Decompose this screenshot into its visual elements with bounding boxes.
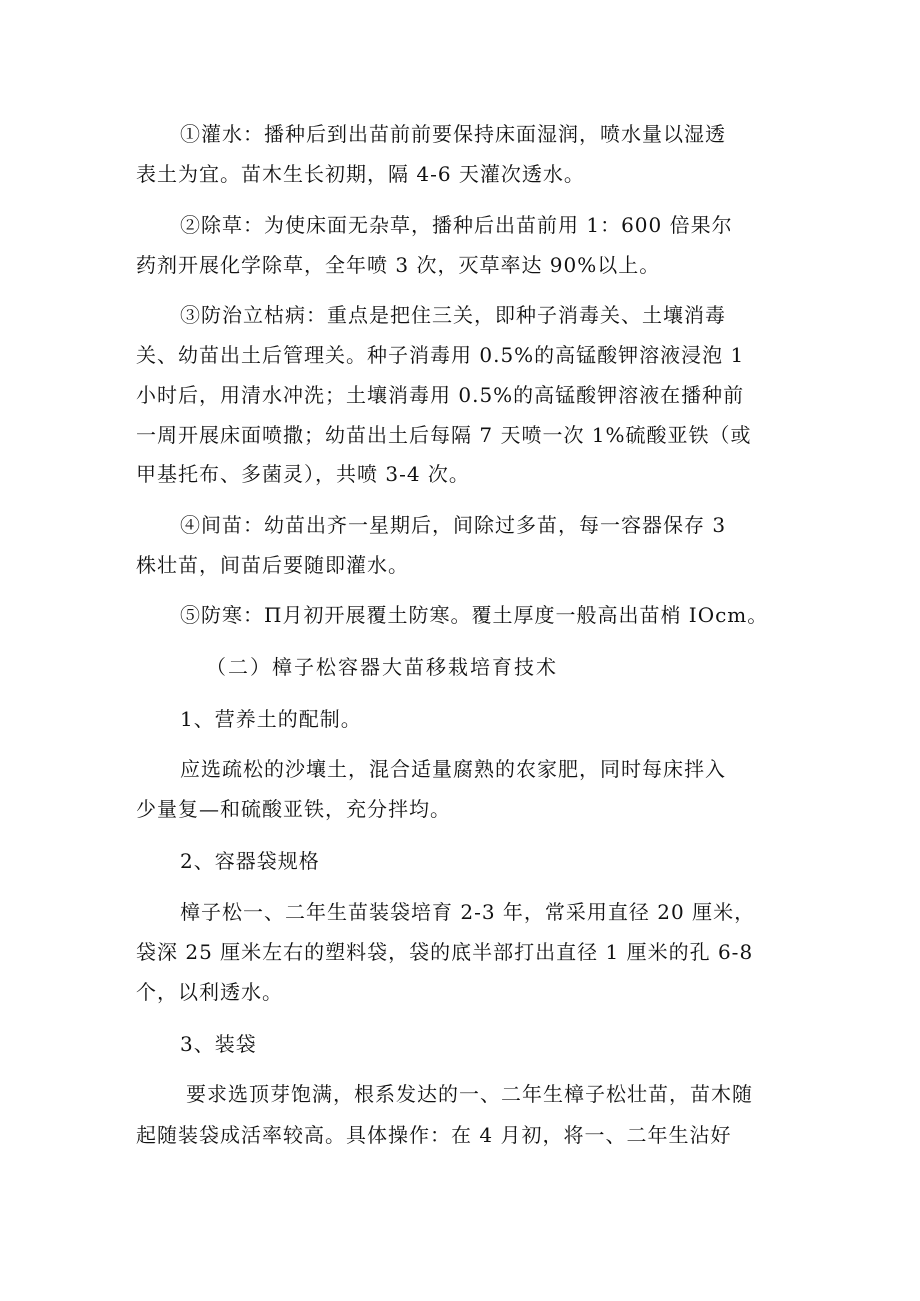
paragraph-blight-line-3: 小时后，用清水冲洗；土壤消毒用 0.5%的高锰酸钾溶液在播种前	[136, 383, 745, 407]
subheading-container-bag: 2、容器袋规格	[180, 849, 320, 873]
paragraph-soil-line-1: 应选疏松的沙壤土，混合适量腐熟的农家肥，同时每床拌入	[180, 757, 726, 781]
paragraph-soil-line-2: 少量复—和硫酸亚铁，充分拌均。	[136, 797, 451, 821]
subheading-bagging: 3、装袋	[180, 1032, 257, 1056]
paragraph-blight-line-4: 一周开展床面喷撒；幼苗出土后每隔 7 天喷一次 1%硫酸亚铁（或	[136, 423, 752, 447]
paragraph-bagging-line-1: 要求选顶芽饱满，根系发达的一、二年生樟子松壮苗，苗木随	[186, 1082, 753, 1106]
paragraph-bag-line-3: 个，以利透水。	[136, 980, 283, 1004]
paragraph-blight-line-1: ③防治立枯病：重点是把住三关，即种子消毒关、土壤消毒	[180, 303, 726, 327]
paragraph-weeding-line-1: ②除草：为使床面无杂草，播种后出苗前用 1：600 倍果尔	[180, 213, 733, 237]
subheading-nutrient-soil: 1、营养土的配制。	[180, 707, 362, 731]
paragraph-bag-line-1: 樟子松一、二年生苗装袋培育 2-3 年，常采用直径 20 厘米，	[180, 900, 756, 924]
paragraph-weeding-line-2: 药剂开展化学除草，全年喷 3 次，灭草率达 90%以上。	[136, 253, 661, 277]
paragraph-irrigation-line-1: ①灌水：播种后到出苗前前要保持床面湿润，喷水量以湿透	[180, 122, 726, 146]
paragraph-blight-line-5: 甲基托布、多菌灵），共喷 3-4 次。	[136, 462, 470, 486]
paragraph-bagging-line-2: 起随装袋成活率较高。具体操作：在 4 月初，将一、二年生沾好	[136, 1123, 732, 1147]
paragraph-bag-line-2: 袋深 25 厘米左右的塑料袋，袋的底半部打出直径 1 厘米的孔 6-8	[136, 940, 754, 964]
paragraph-blight-line-2: 关、幼苗出土后管理关。种子消毒用 0.5%的高锰酸钾溶液浸泡 1	[136, 343, 745, 367]
section-heading: （二）樟子松容器大苗移栽培育技术	[206, 655, 558, 679]
paragraph-thinning-line-2: 株壮苗，间苗后要随即灌水。	[136, 553, 409, 577]
paragraph-cold-protection: ⑤防寒：Π月初开展覆土防寒。覆土厚度一般高出苗梢 IOcm。	[180, 603, 769, 627]
paragraph-thinning-line-1: ④间苗：幼苗出齐一星期后，间除过多苗，每一容器保存 3	[180, 513, 727, 537]
paragraph-irrigation-line-2: 表土为宜。苗木生长初期，隔 4-6 天灌次透水。	[136, 162, 585, 186]
